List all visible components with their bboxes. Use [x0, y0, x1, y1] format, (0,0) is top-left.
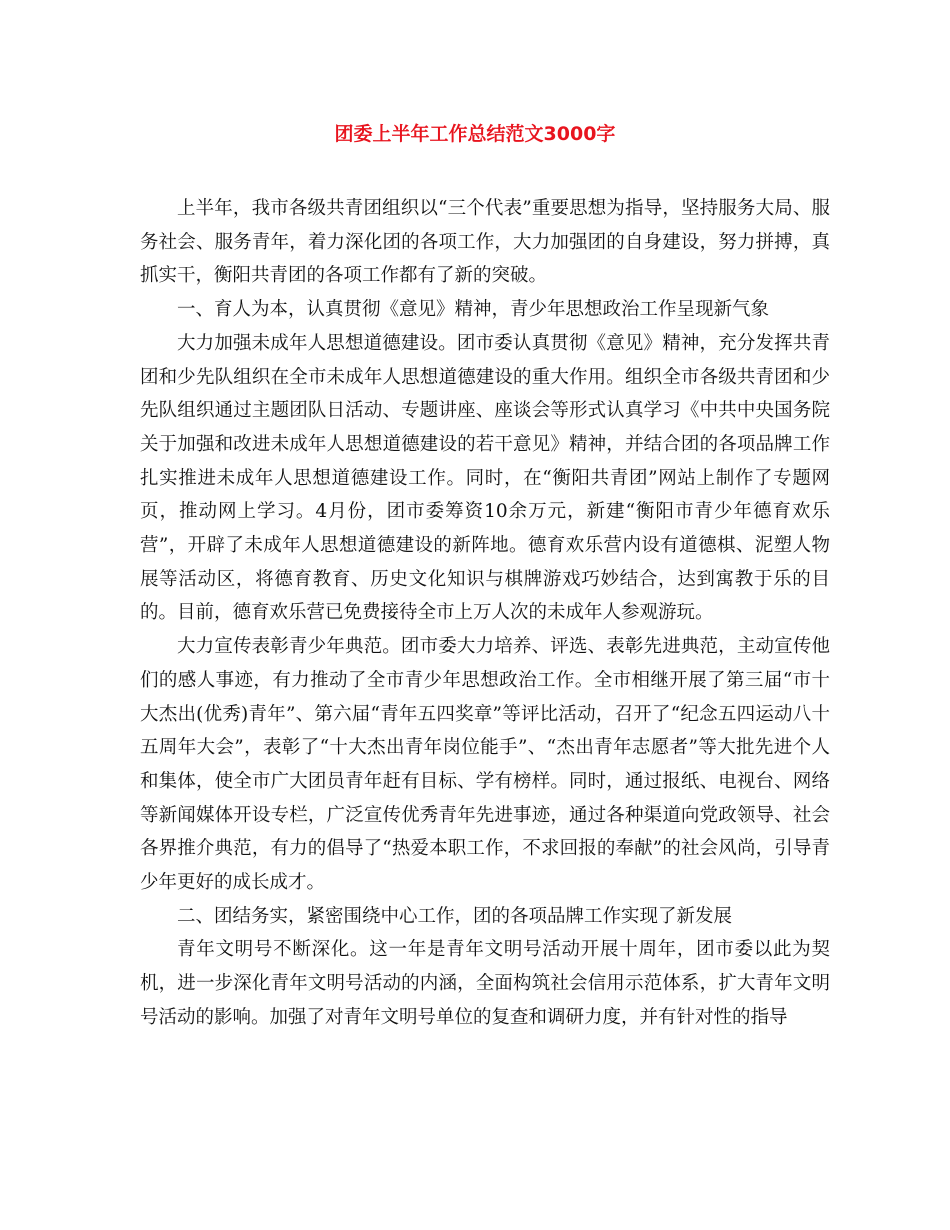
paragraph-moral-education: 大力加强未成年人思想道德建设。团市委认真贯彻《意见》精神，充分发挥共青团和少先队组织在全市未成年人思想道德建设的重大作用。组织全市各级共青团和少先队组织通过主题团队日活动、专题讲座、座谈会等形式认真学习《中共中央国务院关于加强和改进未成年人思想道德建设的若干意见》精神，并结合团的各项品牌工作扎实推进未成年人思想道德建设工作。同时，在“衡阳共青团”网站上制作了专题网页，推动网上学习。4月份，团市委筹资10余万元，新建“衡阳市青少年德育欢乐营”，开辟了未成年人思想道德建设的新阵地。德育欢乐营内设有道德棋、泥塑人物展等活动区，将德育教育、历史文化知识与棋牌游戏巧妙结合，达到寓教于乐的目的。目前，德育欢乐营已免费接待全市上万人次的未成年人参观游玩。	[140, 332, 830, 624]
section-heading-2: 二、团结务实，紧密围绕中心工作，团的各项品牌工作实现了新发展	[177, 905, 733, 927]
section-heading-1: 一、育人为本，认真贯彻《意见》精神，青少年思想政治工作呈现新气象	[177, 299, 770, 321]
document-body	[140, 192, 830, 1035]
paragraph-civilization-unit: 青年文明号不断深化。这一年是青年文明号活动开展十周年，团市委以此为契机，进一步深化青年文明号活动的内涵，全面构筑社会信用示范体系，扩大青年文明号活动的影响。加强了对青年文明号单位的复查和调研力度，并有针对性的指导	[140, 939, 830, 1028]
document-title: 团委上半年工作总结范文3000字	[334, 123, 616, 145]
paragraph-youth-models: 大力宣传表彰青少年典范。团市委大力培养、评选、表彰先进典范，主动宣传他们的感人事迹，有力推动了全市青少年思想政治工作。全市相继开展了第三届“市十大杰出(优秀)青年”、第六届“青年五四奖章”等评比活动，召开了“纪念五四运动八十五周年大会”，表彰了“十大杰出青年岗位能手”、“杰出青年志愿者”等大批先进个人和集体，使全市广大团员青年赶有目标、学有榜样。同时，通过报纸、电视台、网络等新闻媒体开设专栏，广泛宣传优秀青年先进事迹，通过各种渠道向党政领导、社会各界推介典范，有力的倡导了“热爱本职工作，不求回报的奉献”的社会风尚，引导青少年更好的成长成才。	[140, 636, 830, 894]
paragraph-intro: 上半年，我市各级共青团组织以“三个代表”重要思想为指导，坚持服务大局、服务社会、服务青年，着力深化团的各项工作，大力加强团的自身建设，努力拼搏，真抓实干，衡阳共青团的各项工作都有了新的突破。	[140, 198, 830, 287]
